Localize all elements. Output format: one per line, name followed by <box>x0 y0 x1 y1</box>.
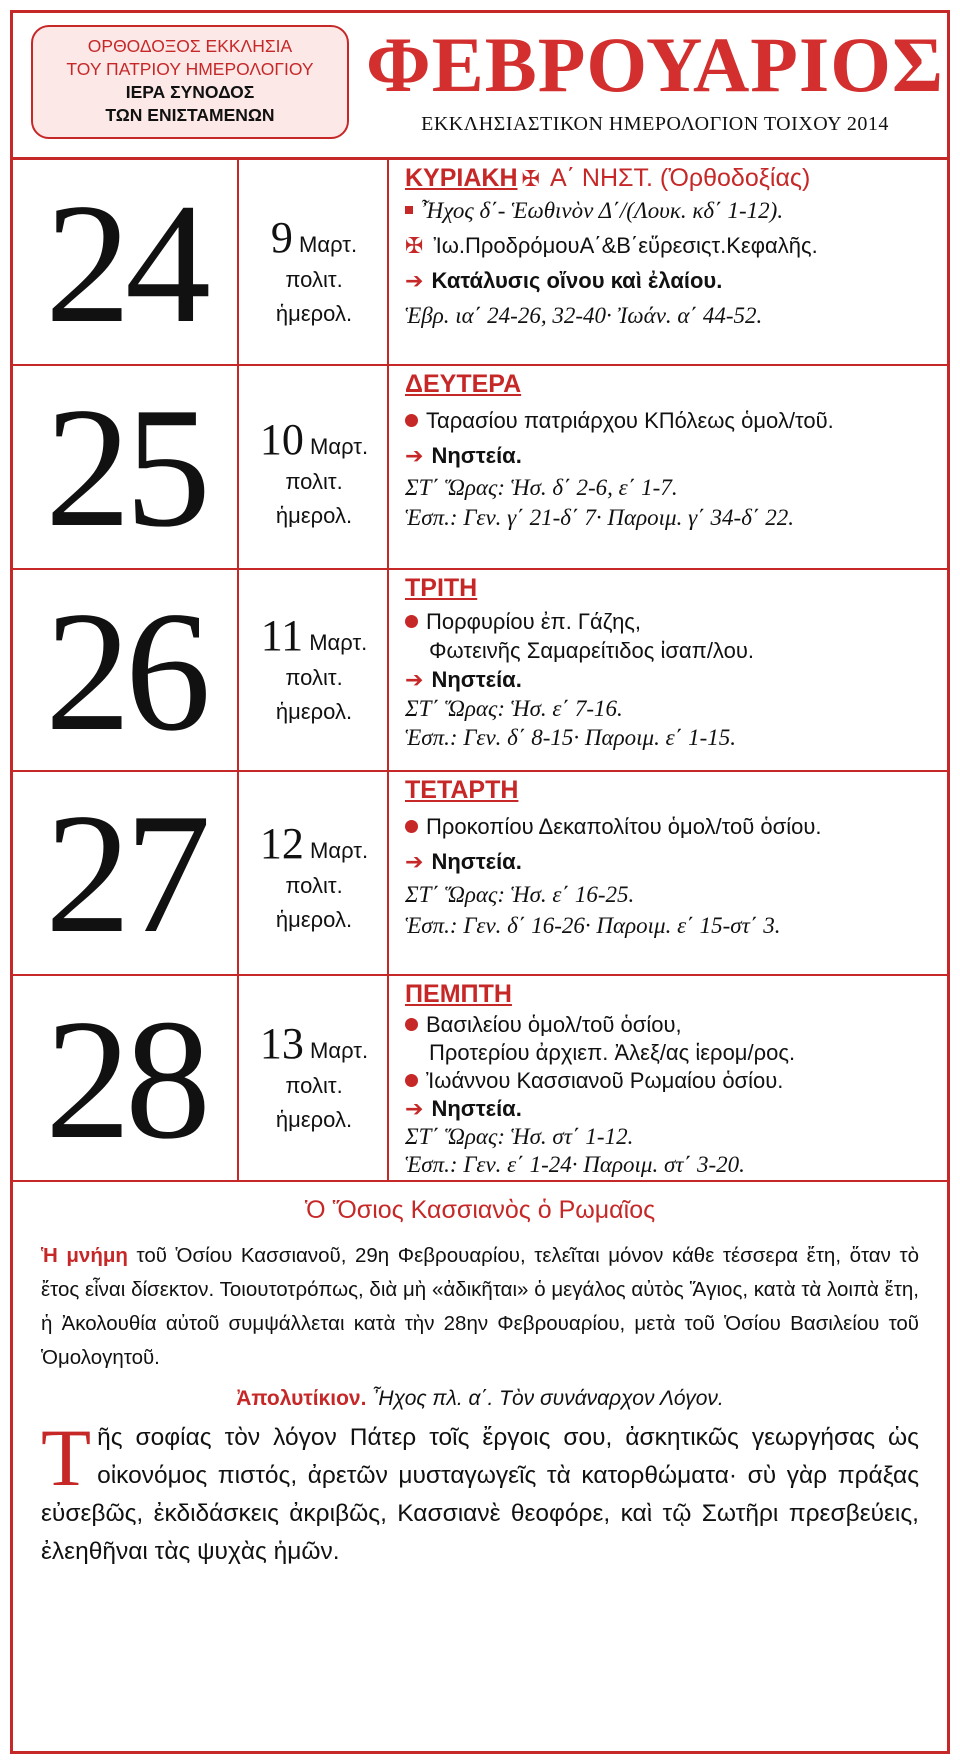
calendar-subtitle: ΕΚΚΛΗΣΙΑΣΤΙΚΟΝ ΗΜΕΡΟΛΟΓΙΟΝ ΤΟΙΧΟΥ 2014 <box>421 113 889 135</box>
badge-line-2: ΤΟΥ ΠΑΤΡΙΟΥ ΗΜΕΡΟΛΟΓΙΟΥ <box>66 59 314 79</box>
feast-title: Α΄ ΝΗΣΤ. (Ὀρθοδοξίας) <box>549 164 811 192</box>
vespers-reading: Ἑσπ.: Γεν. δ΄ 8-15· Παροιμ. ε΄ 1-15. <box>405 725 736 750</box>
bullet-icon <box>405 820 418 833</box>
saint-story <box>13 1182 947 1571</box>
saint-line-cont: Προτερίου ἀρχιεπ. Ἀλεξ/ας ἱερομ/ρος. <box>429 1040 796 1065</box>
cross-icon: ✠ <box>405 233 424 258</box>
weekday-name: ΤΡΙΤΗ <box>405 574 478 602</box>
old-label-1: πολιτ. <box>285 469 343 494</box>
hymn-body: ῆς σοφίας τὸν λόγον Πάτερ τοῖς ἔργοις σου, ἀσκητικῶς γεωργήσας ὡς οἰκονόμος πιστός, ἀρετῶν μυσταγωγεῖς τὰ κατορθώματα· σὺ γὰρ πράξας εὐσεβῶς, ἐκδιδάσκεις ἀκριβῶς, Κασσιανὲ θεοφόρε, καὶ τῷ Σωτῆρι πρεσβεύεις, ἐλεηθῆναι τὰς ψυχὰς ἡμῶν. <box>41 1424 919 1565</box>
arrow-right-icon: ➔ <box>405 1096 424 1121</box>
story-lead: Ἡ μνήμη <box>41 1244 128 1267</box>
arrow-right-icon: ➔ <box>405 849 424 874</box>
old-day: 9 <box>270 213 293 262</box>
sixth-hour-reading: ΣΤ΄ Ὥρας: Ἡσ. δ΄ 2-6, ε΄ 1-7. <box>405 475 678 500</box>
old-month: Μαρτ. <box>299 232 358 257</box>
saint-line: Ἰω.ΠροδρόμουΑ΄&Β΄εὕρεσιςτ.Κεφαλῆς. <box>433 233 818 258</box>
bullet-icon <box>405 615 418 628</box>
cross-icon: ✠ <box>521 166 540 191</box>
month-title: ΦΕΒΡΟΥΑΡΙΟΣ <box>366 21 944 108</box>
saint-line-2: Ἰωάννου Κασσιανοῦ Ρωμαίου ὁσίου. <box>426 1068 784 1093</box>
old-day: 13 <box>259 1019 304 1068</box>
apolytikion-label: Ἀπολυτίκιον. <box>236 1387 367 1410</box>
vespers-reading: Ἑσπ.: Γεν. ε΄ 1-24· Παροιμ. στ΄ 3-20. <box>405 1152 745 1177</box>
apolytikion-heading <box>13 1387 947 1411</box>
old-day: 12 <box>259 819 304 868</box>
badge-line-1: ΟΡΘΟΔΟΞΟΣ ΕΚΚΛΗΣΙΑ <box>87 36 293 56</box>
square-bullet-icon <box>405 206 413 214</box>
fasting-rule: Νηστεία. <box>431 443 522 468</box>
fasting-rule: Νηστεία. <box>431 1096 522 1121</box>
apolytikion-tone: Ἦχος πλ. α΄. Τὸν συνάναρχον Λόγον. <box>372 1387 724 1410</box>
bullet-icon <box>405 414 418 427</box>
readings-line: Ἑβρ. ια΄ 24-26, 32-40· Ἰωάν. α΄ 44-52. <box>405 303 763 328</box>
sixth-hour-reading: ΣΤ΄ Ὥρας: Ἡσ. στ΄ 1-12. <box>405 1124 634 1149</box>
sixth-hour-reading: ΣΤ΄ Ὥρας: Ἡσ. ε΄ 7-16. <box>405 696 623 721</box>
day-content <box>405 574 939 752</box>
saint-line-cont: Φωτεινῆς Σαμαρείτιδος ἰσαπ/λου. <box>429 638 754 663</box>
old-label-2: ἡμερολ. <box>275 699 353 724</box>
old-month: Μαρτ. <box>310 1038 369 1063</box>
arrow-right-icon: ➔ <box>405 268 424 293</box>
story-title: Ὁ Ὅσιος Κασσιανὸς ὁ Ρωμαῖος <box>304 1196 656 1224</box>
old-label-1: πολιτ. <box>285 873 343 898</box>
weekday-name: ΚΥΡΙΑΚΗ <box>405 164 518 192</box>
day-number: 24 <box>13 160 239 364</box>
calendar-page <box>10 10 950 1754</box>
old-calendar-date <box>241 976 389 1180</box>
old-label-2: ἡμερολ. <box>275 907 353 932</box>
day-content <box>405 776 939 941</box>
old-day: 11 <box>260 611 304 660</box>
day-number: 27 <box>13 772 239 974</box>
arrow-right-icon: ➔ <box>405 443 424 468</box>
vespers-reading: Ἑσπ.: Γεν. γ΄ 21-δ΄ 7· Παροιμ. γ΄ 34-δ΄ 22. <box>405 505 795 530</box>
old-month: Μαρτ. <box>310 434 369 459</box>
day-row-27 <box>13 772 947 976</box>
old-calendar-date <box>241 772 389 974</box>
day-number: 25 <box>13 366 239 568</box>
old-day: 10 <box>259 415 304 464</box>
fasting-rule: Νηστεία. <box>431 667 522 692</box>
day-content <box>405 164 939 333</box>
weekday-name: ΠΕΜΠΤΗ <box>405 980 512 1008</box>
old-month: Μαρτ. <box>310 838 369 863</box>
old-label-2: ἡμερολ. <box>275 1107 353 1132</box>
sixth-hour-reading: ΣΤ΄ Ὥρας: Ἡσ. ε΄ 16-25. <box>405 882 635 907</box>
arrow-right-icon: ➔ <box>405 667 424 692</box>
day-row-25 <box>13 366 947 570</box>
story-text: τοῦ Ὁσίου Κασσιανοῦ, 29η Φεβρουαρίου, τελεῖται μόνον κάθε τέσσερα ἔτη, ὅταν τὸ ἔτος εἶναι δίσεκτον. Τοιουτοτρόπως, διὰ μὴ «ἀδικῆται» ὁ μεγάλος αὐτὸς Ἅγιος, κατὰ τὰ λοιπὰ ἔτη, ἡ Ἀκολουθία αὐτοῦ συμψάλλεται κατὰ τὴν 28ην Φεβρουαρίου, μετὰ τοῦ Ὁσίου Βασιλείου τοῦ Ὁμολογητοῦ. <box>41 1244 919 1369</box>
old-label-2: ἡμερολ. <box>275 503 353 528</box>
saint-line: Βασιλείου ὁμολ/τοῦ ὁσίου, <box>426 1012 682 1037</box>
day-row-28 <box>13 976 947 1182</box>
day-content <box>405 370 939 533</box>
fasting-rule: Νηστεία. <box>431 849 522 874</box>
weekday-name: ΔΕΥΤΕΡΑ <box>405 370 522 398</box>
day-number: 28 <box>13 976 239 1180</box>
day-row-24 <box>13 160 947 366</box>
old-calendar-date <box>241 366 389 568</box>
drop-cap: Τ <box>41 1412 92 1503</box>
old-label-1: πολιτ. <box>285 267 343 292</box>
old-month: Μαρτ. <box>309 630 368 655</box>
old-label-1: πολιτ. <box>285 665 343 690</box>
bullet-icon <box>405 1018 418 1031</box>
saint-line: Πορφυρίου ἐπ. Γάζης, <box>426 609 642 634</box>
bullet-icon <box>405 1074 418 1087</box>
hymn-text <box>41 1412 919 1571</box>
vespers-reading: Ἑσπ.: Γεν. δ΄ 16-26· Παροιμ. ε΄ 15-στ΄ 3. <box>405 913 781 938</box>
old-calendar-date <box>241 570 389 770</box>
day-content <box>405 980 939 1179</box>
saint-line: Ταρασίου πατριάρχου ΚΠόλεως ὁμολ/τοῦ. <box>426 408 834 433</box>
badge-line-4: ΤΩΝ ΕΝΙΣΤΑΜΕΝΩΝ <box>105 105 275 125</box>
weekday-name: ΤΕΤΑΡΤΗ <box>405 776 519 804</box>
saint-line: Προκοπίου Δεκαπολίτου ὁμολ/τοῦ ὁσίου. <box>426 814 822 839</box>
old-label-1: πολιτ. <box>285 1073 343 1098</box>
old-calendar-date <box>241 160 389 364</box>
badge-line-3: ΙΕΡΑ ΣΥΝΟΔΟΣ <box>125 82 255 102</box>
church-badge <box>31 25 349 139</box>
header <box>13 13 947 160</box>
story-paragraph <box>41 1239 919 1375</box>
fasting-rule: Κατάλυσις οἴνου καὶ ἐλαίου. <box>431 268 723 293</box>
old-label-2: ἡμερολ. <box>275 301 353 326</box>
tone-line: Ἦχος δ΄- Ἑωθινὸν Δ΄/(Λουκ. κδ΄ 1-12). <box>421 198 784 223</box>
day-row-26 <box>13 570 947 772</box>
day-number: 26 <box>13 570 239 770</box>
